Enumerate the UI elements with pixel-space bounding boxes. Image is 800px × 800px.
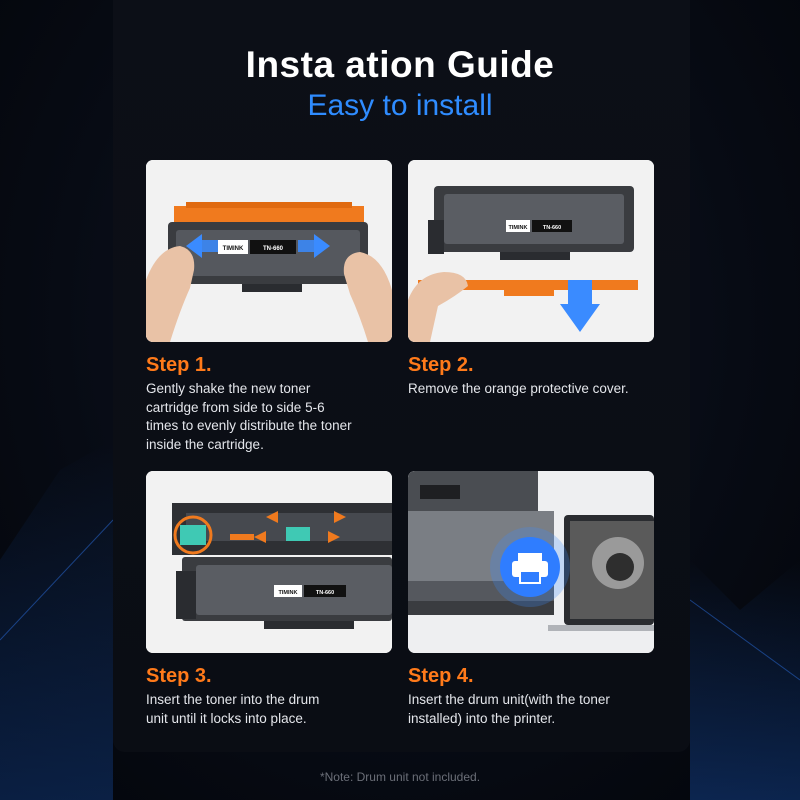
step-2-title: Step 2. bbox=[408, 354, 474, 376]
page-title: Insta ation Guide bbox=[245, 44, 555, 85]
printer-icon bbox=[490, 527, 570, 607]
step-4-title: Step 4. bbox=[408, 665, 474, 687]
step-1-description: Gently shake the new toner cartridge from side to side 5-6 times to evenly distribute the toner inside the cartridge. bbox=[146, 381, 352, 452]
step-1-title: Step 1. bbox=[146, 354, 212, 376]
svg-text:TIMINK: TIMINK bbox=[222, 246, 244, 252]
step-4-description: Insert the drum unit(with the toner installed) into the printer. bbox=[408, 692, 610, 726]
cartridge-label bbox=[506, 220, 572, 232]
step-4-image bbox=[408, 471, 654, 653]
svg-text:TIMINK: TIMINK bbox=[278, 590, 298, 596]
svg-text:TN-660: TN-660 bbox=[262, 246, 284, 252]
step-3-image bbox=[146, 471, 392, 653]
step-3-description: Insert the toner into the drum unit until it locks into place. bbox=[146, 692, 320, 726]
step-3-title: Step 3. bbox=[146, 665, 212, 687]
footer-note: *Note: Drum unit not included. bbox=[319, 770, 481, 784]
page-subtitle: Easy to install bbox=[307, 89, 493, 122]
cartridge-label bbox=[274, 585, 346, 597]
svg-text:TN-660: TN-660 bbox=[542, 225, 562, 231]
svg-text:TIMINK: TIMINK bbox=[508, 225, 528, 231]
svg-text:TN-660: TN-660 bbox=[315, 590, 335, 596]
step-2-image bbox=[408, 160, 654, 342]
step-1-image bbox=[146, 160, 392, 342]
step-2-description: Remove the orange protective cover. bbox=[408, 381, 629, 396]
cartridge-label bbox=[218, 240, 296, 254]
